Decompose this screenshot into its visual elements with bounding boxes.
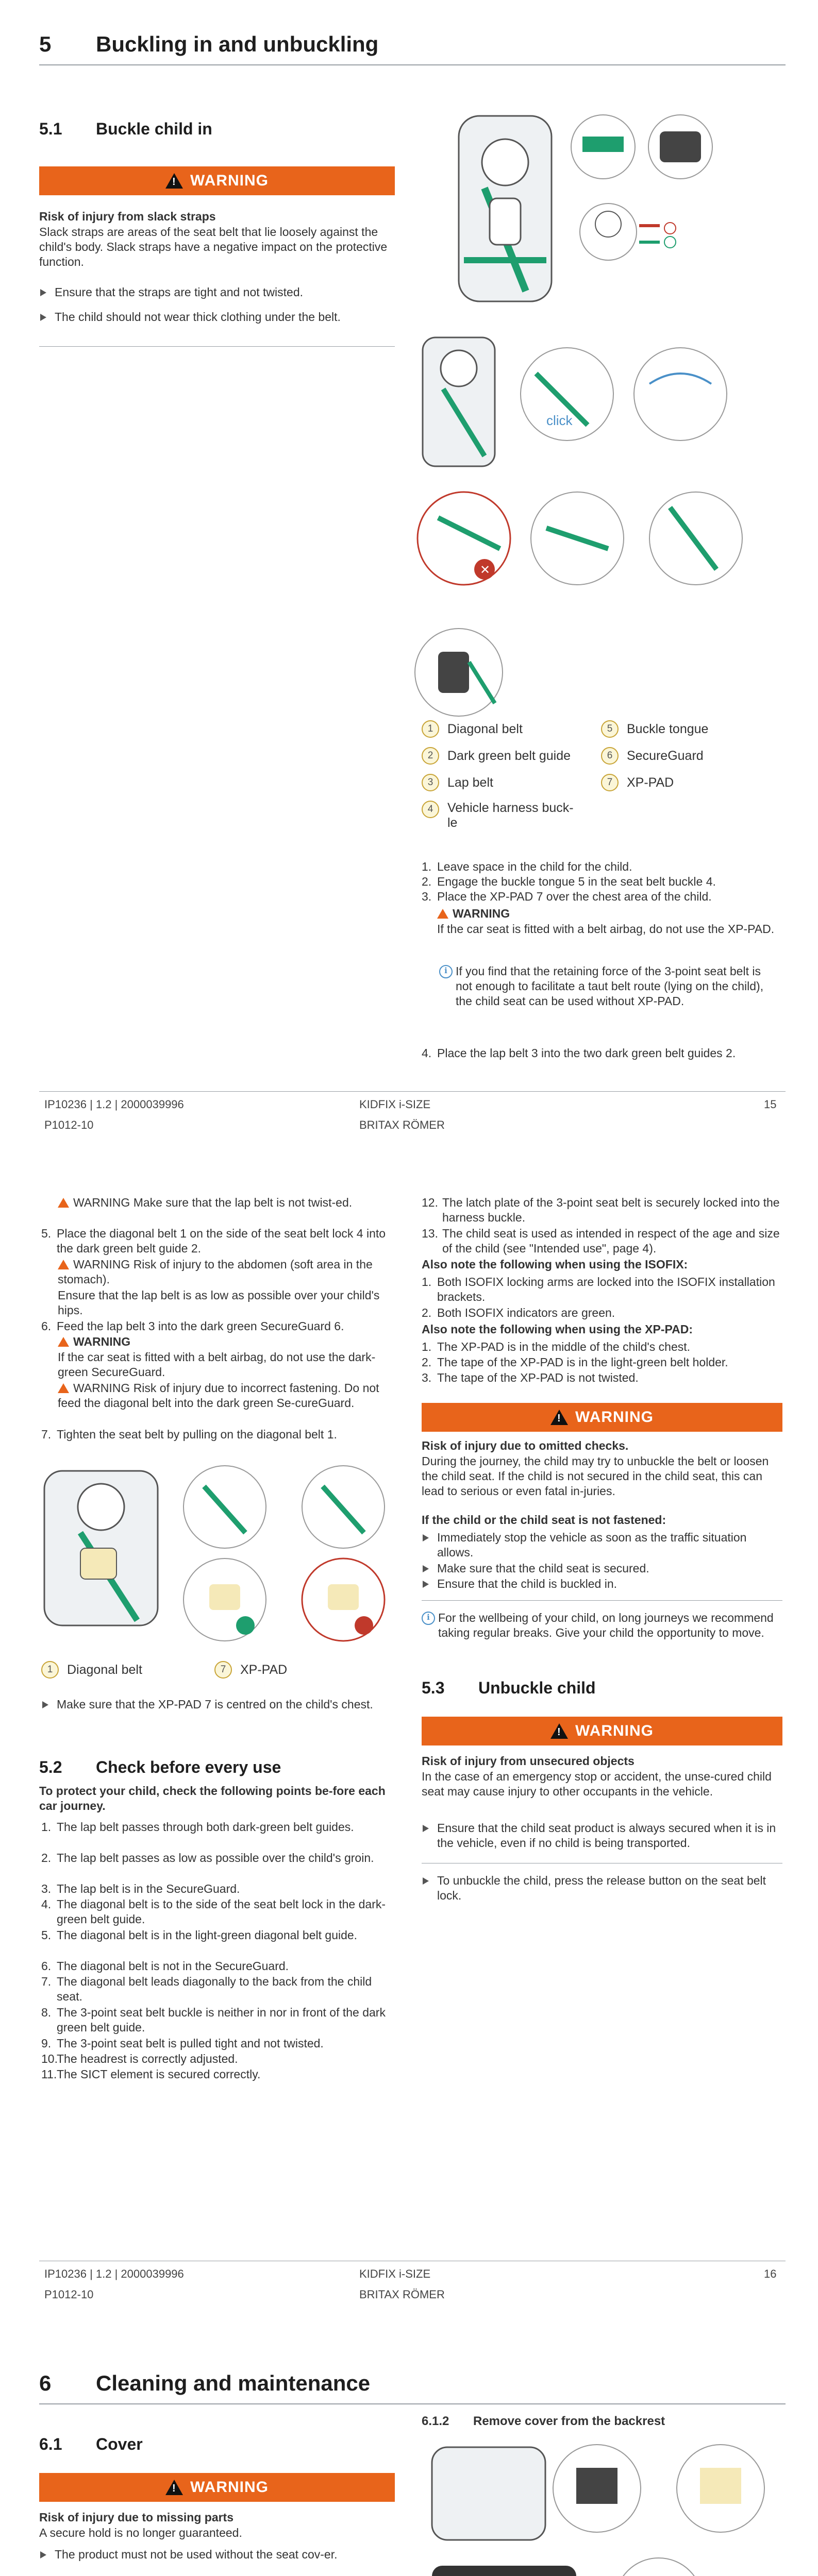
legend-item: 1 Diagonal belt (41, 1661, 142, 1679)
warning-banner: ! WARNING (39, 166, 395, 195)
xppad-item: 1. The XP-PAD is in the middle of the child's chest. (422, 1340, 691, 1353)
warning-text: In the case of an emergency stop or accident, the unse-cured child seat may cause injury to other occupants in the vehicle. (422, 1770, 772, 1798)
isofix-item: 1. Both ISOFIX locking arms are locked into the ISOFIX installation brackets. (422, 1275, 775, 1303)
legend-item: 6 SecureGuard (601, 747, 704, 765)
step-warning-text: If the car seat is fitted with a belt airbag, do not use the dark-green SecureGuard. (58, 1350, 376, 1379)
check-item: 9. The 3-point seat belt is pulled tight and not twisted. (41, 2037, 324, 2050)
buckle-illustrations (412, 106, 794, 755)
step-warning-text: If the car seat is fitted with a belt airbag, do not use the XP-PAD. (437, 922, 775, 936)
subsection-title: 6.1.2 Remove cover from the backrest (422, 2414, 665, 2428)
chapter-rule (39, 64, 786, 65)
warning-icon (550, 1410, 568, 1425)
detail-circle (615, 2558, 703, 2576)
footer-product: KIDFIX i-SIZE (359, 2267, 431, 2280)
warning-text: During the journey, the child may try to unbuckle the belt or loosen the child seat. If the child is not secured in the child seat, this can lead to serious or even fatal in-juries. (422, 1454, 769, 1498)
step: 2. Engage the buckle tongue 5 in the seat belt buckle 4. (422, 875, 716, 888)
xppad-title: Also note the following when using the XP-PAD: (422, 1323, 693, 1336)
footer-doc-id: IP10236 | 1.2 | 2000039996 (44, 2267, 184, 2280)
warning-icon (58, 1383, 69, 1393)
warning-banner: ! WARNING (39, 2473, 395, 2502)
footer-brand: BRITAX RÖMER (359, 1118, 445, 1131)
footer-doc-code: P1012-10 (44, 2288, 94, 2301)
divider (39, 346, 395, 347)
step: 5. Place the diagonal belt 1 on the side of the seat belt lock 4 into the dark green belt guide 2. (41, 1227, 386, 1255)
check-intro: To protect your child, check the following points be-fore each car journey. (39, 1784, 386, 1812)
legend-item: 3 Lap belt (422, 774, 493, 791)
section-title: 5.1 Buckle child in (39, 120, 212, 138)
legend-item: 7 XP-PAD (214, 1661, 287, 1679)
legend-item: 1 Diagonal belt (422, 720, 523, 738)
legend-item: 2 Dark green belt guide (422, 747, 571, 765)
click-label: click (546, 413, 573, 428)
warning-bullet: Ensure that the child is buckled in. (422, 1577, 782, 1591)
xppad-bullet: Make sure that the XP-PAD 7 is centred on the child's chest. (41, 1697, 397, 1712)
step-warning: WARNING Risk of injury to the abdomen (soft area in the stomach). (58, 1258, 373, 1286)
legend-item: 7 XP-PAD (601, 774, 674, 791)
step-note: Ensure that the lap belt is as low as possible over your child's hips. (58, 1289, 380, 1317)
backrest-cover-illustrations (422, 2437, 788, 2576)
footer-doc-id: IP10236 | 1.2 | 2000039996 (44, 1098, 184, 1111)
chapter-rule (39, 2403, 786, 2404)
footer-brand: BRITAX RÖMER (359, 2288, 445, 2301)
child-seat-figure (459, 116, 552, 301)
step: 4. Place the lap belt 3 into the two dark green belt guides 2. (422, 1046, 736, 1060)
legend-item: 5 Buckle tongue (601, 720, 708, 738)
warning-title: Risk of injury from slack straps (39, 210, 216, 223)
check-item: 2. The lap belt passes as low as possible over the child's groin. (41, 1851, 374, 1865)
warning-title: Risk of injury due to missing parts (39, 2511, 234, 2524)
warning-bullet: The product must not be used without the seat cov-er. (39, 2547, 395, 2562)
unbuckle-bullet: To unbuckle the child, press the release button on the seat belt lock. (422, 1873, 782, 1903)
warning-bullet: Ensure that the child seat product is always secured when it is in the vehicle, even if no child is being transported. (422, 1821, 782, 1851)
check-item: 8. The 3-point seat belt buckle is neither in nor in front of the dark green belt guide. (41, 2006, 386, 2034)
page-number: 16 (764, 2267, 777, 2280)
step-warning-label: WARNING (58, 1334, 393, 1349)
footer-product: KIDFIX i-SIZE (359, 1098, 431, 1111)
warning-banner: ! WARNING (422, 1717, 782, 1745)
warning-icon (550, 1723, 568, 1739)
isofix-title: Also note the following when using the ISOFIX: (422, 1258, 688, 1271)
warning-bullet: The child should not wear thick clothing under the belt. (39, 310, 395, 325)
chapter-title: 5 Buckling in and unbuckling (39, 32, 379, 56)
warning-icon (437, 909, 448, 919)
check-item: 1. The lap belt passes through both dark-green belt guides. (41, 1820, 354, 1834)
step: 1. Leave space in the child for the child. (422, 860, 632, 873)
check-item: 5. The diagonal belt is in the light-green diagonal belt guide. (41, 1928, 358, 1942)
warning-icon (58, 1337, 69, 1347)
wrong-detail-circle (418, 492, 510, 585)
warning-title: Risk of injury due to omitted checks. (422, 1439, 629, 1452)
check-item: 11. The SICT element is secured correctly. (41, 2067, 261, 2081)
divider (422, 1600, 782, 1601)
info-note: i For the wellbeing of your child, on long journeys we recommend taking regular breaks. Give your child the opportunity to move. (422, 1611, 782, 1640)
check-item: 3. The lap belt is in the SecureGuard. (41, 1882, 240, 1895)
warning-banner: ! WARNING (422, 1403, 782, 1432)
check-item: 4. The diagonal belt is to the side of the seat belt lock in the dark-green belt guide. (41, 1897, 386, 1926)
lap-belt-warning: WARNING Make sure that the lap belt is not twist-ed. (58, 1195, 393, 1210)
step: 7. Tighten the seat belt by pulling on the diagonal belt 1. (41, 1428, 337, 1441)
footer-rule (39, 1091, 786, 1092)
warning-bullet: Make sure that the child seat is secured. (422, 1561, 782, 1576)
warning-icon (165, 173, 183, 189)
check-item: 7. The diagonal belt leads diagonally to the back from the child seat. (41, 1975, 372, 2003)
isofix-item: 2. Both ISOFIX indicators are green. (422, 1306, 615, 1319)
detail-circle (634, 348, 727, 440)
check-item: 10. The headrest is correctly adjusted. (41, 2052, 238, 2065)
chapter-title: 6 Cleaning and maintenance (39, 2371, 371, 2395)
footer-doc-code: P1012-10 (44, 1118, 94, 1131)
step-warning-label: WARNING (437, 906, 788, 921)
page-number: 15 (764, 1098, 777, 1111)
check-item: 12. The latch plate of the 3-point seat belt is securely locked into the harness buckle. (422, 1196, 780, 1224)
warning-bullet: Ensure that the straps are tight and not twisted. (39, 285, 395, 300)
xppad-item: 3. The tape of the XP-PAD is not twisted. (422, 1371, 639, 1384)
section-title: 5.2 Check before every use (39, 1758, 281, 1776)
xppad-item: 2. The tape of the XP-PAD is in the light-green belt holder. (422, 1355, 728, 1369)
warning-icon (165, 2480, 183, 2495)
step: 6. Feed the lap belt 3 into the dark green SecureGuard 6. (41, 1319, 344, 1333)
warning-text: Slack straps are areas of the seat belt that lie loosely against the child's body. Slack straps have a negative impact on the protective function. (39, 225, 388, 268)
section-title: 6.1 Cover (39, 2435, 143, 2453)
warning-icon (58, 1198, 69, 1208)
step: 3. Place the XP-PAD 7 over the chest area of the child. (422, 890, 712, 903)
svg-text:✕: ✕ (480, 563, 491, 577)
warning-title: Risk of injury from unsecured objects (422, 1754, 635, 1768)
warning-text: A secure hold is no longer guaranteed. (39, 2526, 242, 2539)
info-note: i If you find that the retaining force of the 3-point seat belt is not enough to facilitate a taut belt route (lying on the child), the child seat can be used without XP-PAD. (439, 964, 779, 1009)
step-warning: WARNING Risk of injury due to incorrect fastening. Do not feed the diagonal belt into the dark green Se-cureGuard. (58, 1381, 379, 1410)
section-title: 5.3 Unbuckle child (422, 1679, 596, 1697)
check-item: 6. The diagonal belt is not in the SecureGuard. (41, 1959, 289, 1973)
legend-item: 4 Vehicle harness buck-le (422, 801, 581, 831)
warning-icon (58, 1260, 69, 1269)
belt-illustrations (39, 1455, 400, 1651)
warning-bullet: Immediately stop the vehicle as soon as the traffic situation allows. (422, 1530, 782, 1560)
warning-subtitle: If the child or the child seat is not fastened: (422, 1513, 666, 1527)
check-item: 13. The child seat is used as intended in respect of the age and size of the child (see "Intended use", page 4). (422, 1227, 780, 1255)
